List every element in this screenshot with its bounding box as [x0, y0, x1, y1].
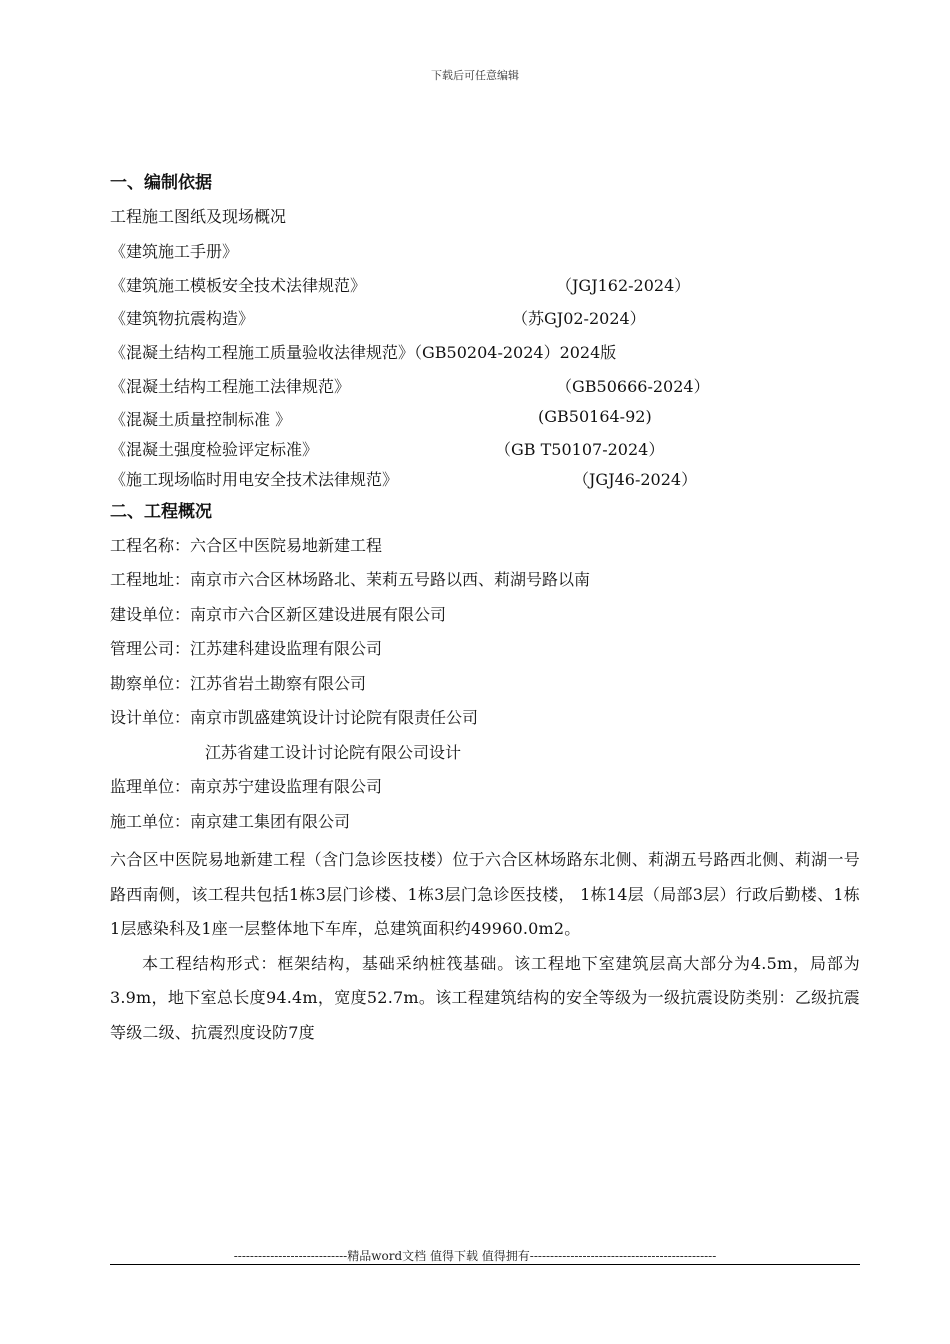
section-title-overview: 二、工程概况	[110, 501, 212, 522]
info-line: 管理公司：江苏建科建设监理有限公司	[110, 639, 383, 658]
reference-code: （JGJ46-2024）	[573, 469, 698, 489]
section-title-basis: 一、编制依据	[110, 173, 212, 193]
reference-name: 《混凝土结构工程施工质量验收法律规范》（GB50204-2024）2024版	[110, 342, 617, 362]
basis-text: 工程施工图纸及现场概况	[110, 207, 287, 226]
document-body	[110, 170, 860, 1050]
reference-item	[110, 467, 860, 499]
info-line: 勘察单位：江苏省岩土勘察有限公司	[110, 673, 367, 693]
info-line: 建设单位：南京市六合区新区建设进展有限公司	[110, 604, 447, 624]
reference-item	[110, 239, 860, 273]
page-footer: ----------------------------精品word文档 值得下载 值得拥有----------------------------------------------	[233, 1249, 717, 1263]
reference-item	[110, 306, 860, 340]
info-line: 工程地址：南京市六合区林场路北、茉莉五号路以西、莉湖号路以南	[110, 570, 591, 589]
reference-name: 《混凝土结构工程施工法律规范》	[110, 376, 351, 396]
info-line: 设计单位：南京市凯盛建筑设计讨论院有限责任公司	[110, 708, 479, 727]
reference-item	[110, 273, 860, 306]
page-header: 下载后可任意编辑	[431, 69, 519, 82]
reference-code: （苏GJ02-2024）	[512, 308, 646, 328]
reference-name: 《建筑施工手册》	[110, 241, 239, 261]
info-line: 工程名称：六合区中医院易地新建工程	[110, 535, 383, 555]
reference-item	[110, 340, 860, 374]
reference-name: 《混凝土强度检验评定标准》	[110, 439, 319, 459]
reference-item	[110, 374, 860, 407]
footer-divider	[110, 1264, 860, 1265]
reference-code: （GB T50107-2024）	[495, 439, 665, 459]
reference-name: 《建筑施工模板安全技术法律规范》	[110, 275, 367, 295]
reference-code: (GB50164-92)	[538, 406, 652, 426]
info-line-continued: 江苏省建工设计讨论院有限公司设计	[205, 742, 462, 762]
reference-item	[110, 437, 860, 467]
project-description-paragraph: 六合区中医院易地新建工程（含门急诊医技楼）位于六合区林场路东北侧、莉湖五号路西北侧、莉湖一号路西南侧，该工程共包括1栋3层门诊楼、1栋3层门急诊医技楼， 1栋14层（局部3层）行政后勤楼、1栋1层感染科及1座一层整体地下车库，总建筑面积约49960.0m2。	[110, 850, 860, 938]
reference-item	[110, 407, 860, 437]
reference-name: 《混凝土质量控制标准 》	[110, 409, 292, 429]
info-line: 施工单位：南京建工集团有限公司	[110, 811, 351, 831]
reference-name: 《施工现场临时用电安全技术法律规范》	[110, 469, 399, 489]
reference-code: （JGJ162-2024）	[556, 275, 691, 295]
structure-description-paragraph: 本工程结构形式：框架结构，基础采纳桩筏基础。该工程地下室建筑层高大部分为4.5m，局部为3.9m，地下室总长度94.4m，宽度52.7m。该工程建筑结构的安全等级为一级抗震设防类别：乙级抗震等级二级、抗震烈度设防7度	[110, 953, 860, 1042]
reference-code: （GB50666-2024）	[556, 376, 710, 396]
info-line: 监理单位：南京苏宁建设监理有限公司	[110, 777, 383, 796]
reference-name: 《建筑物抗震构造》	[110, 308, 255, 328]
